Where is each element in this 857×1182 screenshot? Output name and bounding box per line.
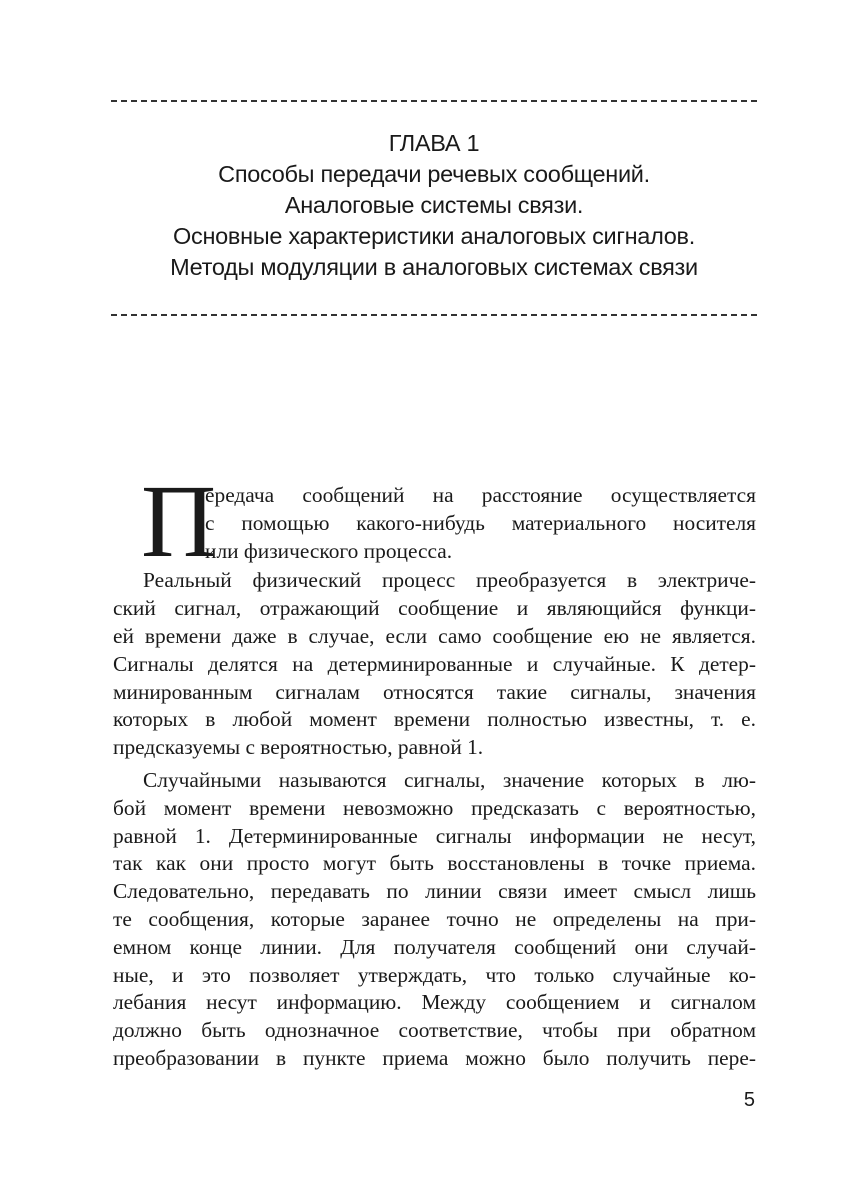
text-line: минированным сигналам относятся такие сигналы, значения	[113, 679, 756, 704]
text-line: емном конце линии. Для получателя сообщений они случай-	[113, 934, 756, 959]
text-line: преобразовании в пункте приема можно было получить пере-	[113, 1045, 756, 1070]
drop-cap: П	[141, 464, 217, 579]
chapter-title-line: Методы модуляции в аналоговых системах связи	[170, 254, 698, 280]
page-number: 5	[743, 1089, 755, 1111]
text-line: или физического процесса.	[205, 538, 453, 563]
chapter-label: ГЛАВА 1	[388, 130, 480, 156]
text-line: предсказуемы с вероятностью, равной 1.	[113, 735, 484, 760]
text-line: с помощью какого-нибудь материального носителя	[205, 510, 756, 535]
top-dashed-divider	[111, 100, 757, 102]
text-line: равной 1. Детерминированные сигналы информации не несут,	[113, 823, 756, 848]
text-line: лебания несут информацию. Между сообщением и сигналом	[113, 990, 756, 1015]
bottom-dashed-divider	[111, 314, 757, 316]
text-line: Реальный физический процесс преобразуется в электриче-	[143, 568, 756, 593]
text-line: так как они просто могут быть восстановлены в точке приема.	[113, 851, 756, 876]
text-line: бой момент времени невозможно предсказать с вероятностью,	[113, 795, 756, 820]
text-line: ные, и это позволяет утверждать, что только случайные ко-	[113, 962, 756, 987]
text-line: те сообщения, которые заранее точно не определены на при-	[113, 906, 756, 931]
paragraph-1	[113, 464, 756, 579]
text-line: ередача сообщений на расстояние осуществляется	[205, 483, 756, 507]
paragraph-3	[113, 767, 756, 1073]
paragraph-2	[113, 567, 756, 762]
text-line: которых в любой момент времени полностью известны, т. е.	[113, 707, 756, 732]
text-line: Следовательно, передавать по линии связи имеет смысл лишь	[113, 879, 756, 904]
text-line: ский сигнал, отражающий сообщение и являющийся функци-	[113, 596, 756, 621]
body-text	[113, 464, 756, 1073]
text-line: Случайными называются сигналы, значение которых в лю-	[143, 767, 756, 792]
chapter-heading	[111, 128, 757, 283]
chapter-title-line: Способы передачи речевых сообщений.	[218, 161, 650, 187]
chapter-title-line: Основные характеристики аналоговых сигналов.	[173, 223, 695, 249]
text-line: ей времени даже в случае, если само сообщение ею не является.	[113, 623, 756, 648]
chapter-title-line: Аналоговые системы связи.	[284, 192, 584, 218]
text-line: Сигналы делятся на детерминированные и случайные. К детер-	[113, 651, 756, 676]
text-line: должно быть однозначное соответствие, чтобы при обратном	[113, 1018, 756, 1043]
